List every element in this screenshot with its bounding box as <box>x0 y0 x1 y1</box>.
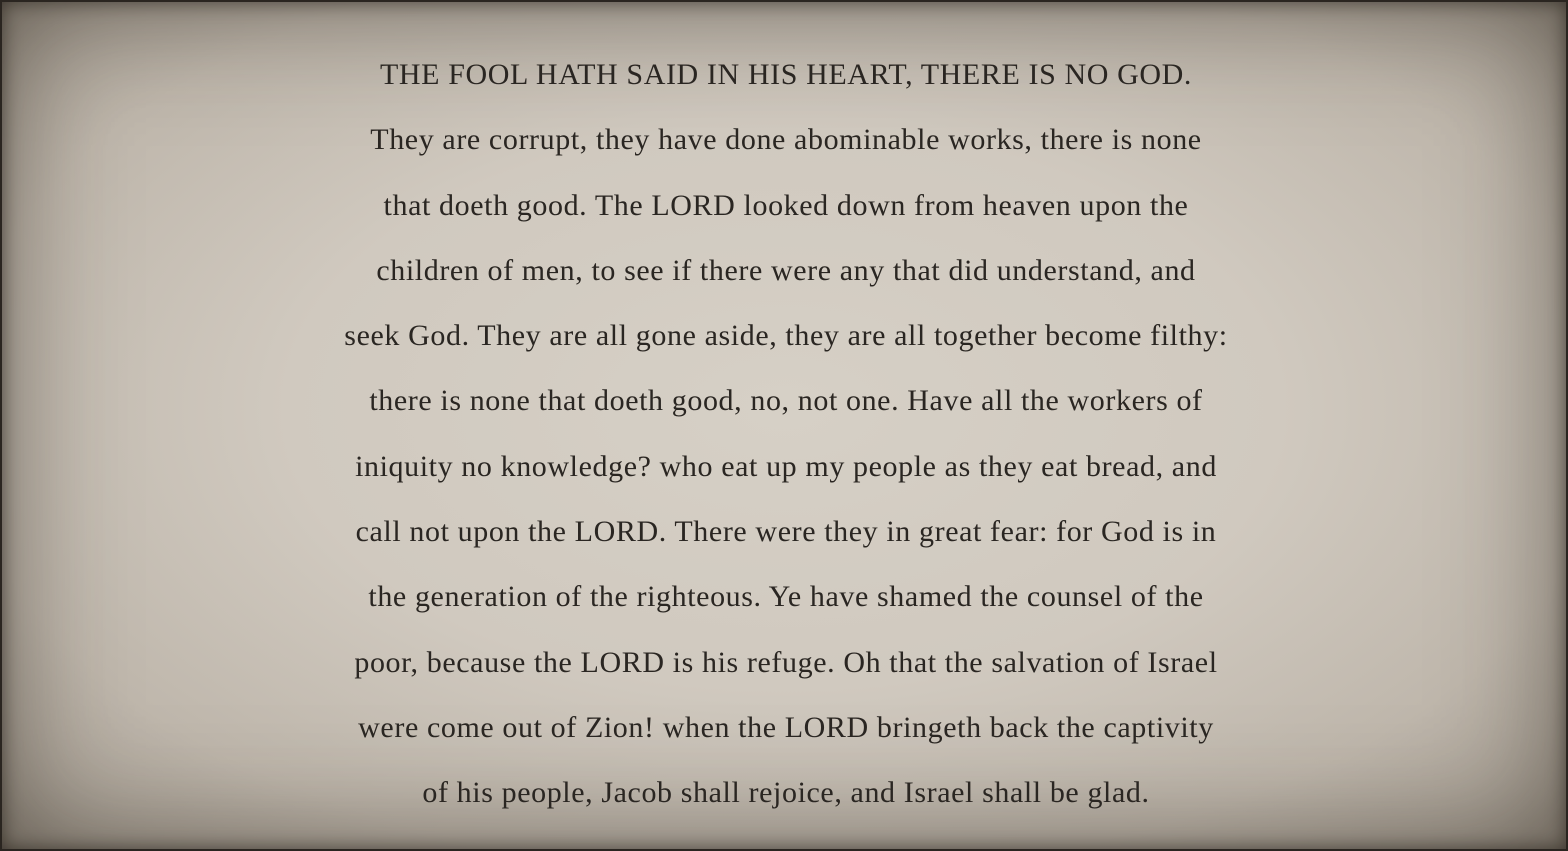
passage-line: there is none that doeth good, no, not one. Have all the workers of <box>369 384 1203 418</box>
passage-line: They are corrupt, they have done abominable works, there is none <box>370 123 1202 157</box>
passage-line: were come out of Zion! when the LORD bringeth back the captivity <box>358 710 1214 744</box>
passage-line: poor, because the LORD is his refuge. Oh that the salvation of Israel <box>354 645 1218 679</box>
passage-line: seek God. They are all gone aside, they are all together become filthy: <box>344 319 1228 353</box>
passage-line: of his people, Jacob shall rejoice, and Israel shall be glad. <box>422 776 1150 810</box>
passage-line: children of men, to see if there were any that did understand, and <box>376 253 1196 287</box>
passage-line: the generation of the righteous. Ye have shamed the counsel of the <box>368 580 1204 614</box>
scripture-passage <box>2 42 1568 826</box>
passage-heading-line: THE FOOL HATH SAID IN HIS HEART, THERE IS NO GOD. <box>379 58 1192 91</box>
passage-line: call not upon the LORD. There were they in great fear: for God is in <box>355 515 1217 549</box>
passage-line: iniquity no knowledge? who eat up my people as they eat bread, and <box>355 449 1217 483</box>
passage-line: that doeth good. The LORD looked down from heaven upon the <box>383 188 1189 222</box>
